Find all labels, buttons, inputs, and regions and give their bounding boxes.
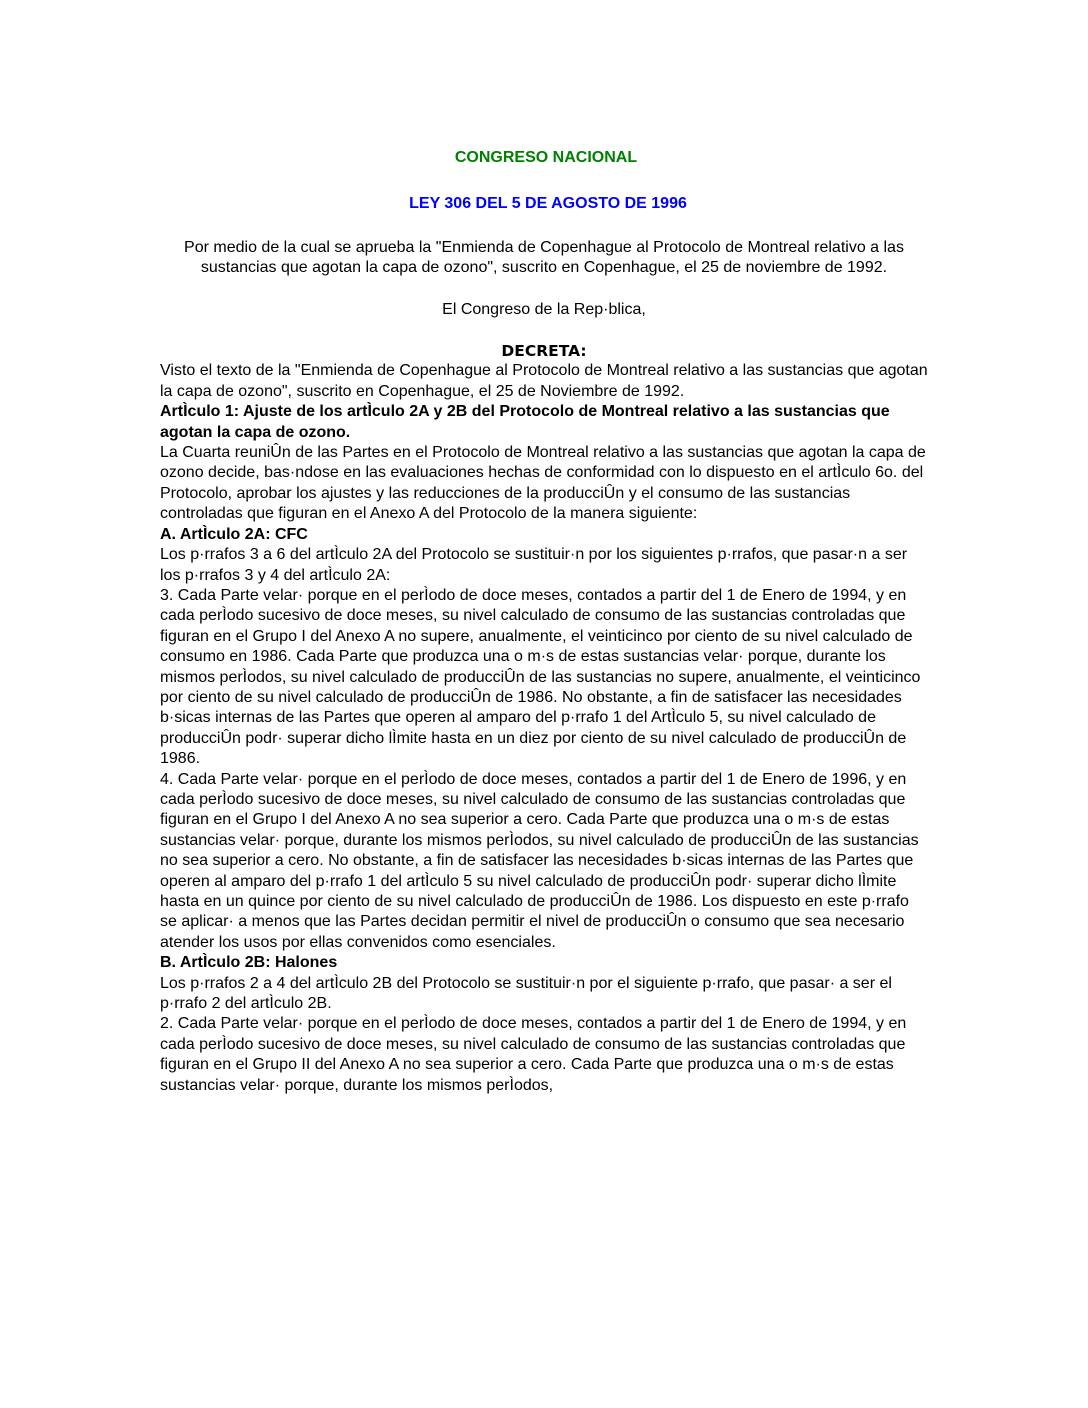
article1-heading: ArtÌculo 1: Ajuste de los artÌculo 2A y 2B del Protocolo de Montreal relativo a las sustancias que agotan la capa de ozono. — [160, 403, 890, 441]
section-a-para3: 3. Cada Parte velar· porque en el perÌodo de doce meses, contados a partir del 1 de Enero de 1994, y en cada perÌodo sucesivo de doce meses, su nivel calculado de consumo de las sustancias controladas que figuran en el Grupo I del Anexo A no supere, anualmente, el veinticinco por ciento de su nivel calculado de consumo en 1986. Cada Parte que produzca una o m·s de estas sustancias velar· porque, durante los mismos perÌodos, su nivel calculado de producciÛn de las sustancias no supere, anualmente, el veinticinco por ciento de su nivel calculado de producciÛn de 1986. No obstante, a fin de satisfacer las necesidades b·sicas internas de las Partes que operen al amparo del p·rrafo 1 del ArtÌculo 5, su nivel calculado de producciÛn podr· superar dicho lÌmite hasta en un diez por ciento de su nivel calculado de producciÛn de 1986. — [160, 586, 921, 768]
law-title: LEY 306 DEL 5 DE AGOSTO DE 1996 — [409, 195, 687, 213]
document-page — [160, 148, 928, 1096]
section-b-intro: Los p·rrafos 2 a 4 del artÌculo 2B del Protocolo se sustituir·n por el siguiente p·rrafo, que pasar· a ser el p·rrafo 2 del artÌculo 2B. — [160, 974, 892, 1013]
section-a-para4: 4. Cada Parte velar· porque en el perÌodo de doce meses, contados a partir del 1 de Enero de 1996, y en cada perÌodo sucesivo de doce meses, su nivel calculado de consumo de las sustancias controladas que figuran en el Grupo I del Anexo A no sea superior a cero. Cada Parte que produzca una o m·s de estas sustancias velar· porque, durante los mismos perÌodos, su nivel calculado de producciÛn de las sustancias no sea superior a cero. No obstante, a fin de satisfacer las necesidades b·sicas internas de las Partes que operen al amparo del p·rrafo 1 del artÌculo 5 su nivel calculado de producciÛn podr· superar dicho lÌmite hasta en un quince por ciento de su nivel calculado de producciÛn de 1986. Los dispuesto en este p·rrafo se aplicar· a menos que las Partes decidan permitir el nivel de producciÛn o consumo que sea necesario atender los usos por ellas convenidos como esenciales. — [160, 770, 919, 951]
institution-title: CONGRESO NACIONAL — [454, 149, 638, 166]
decreta-label: DECRETA: — [501, 342, 587, 361]
visto-paragraph: Visto el texto de la "Enmienda de Copenhague al Protocolo de Montreal relativo a las sustancias que agotan la capa de ozono", suscrito en Copenhague, el 25 de Noviembre de 1992. — [160, 362, 928, 400]
section-a-heading: A. ArtÌculo 2A: CFC — [160, 525, 308, 543]
section-b-para2: 2. Cada Parte velar· porque en el perÌodo de doce meses, contados a partir del 1 de Enero de 1994, y en cada perÌodo sucesivo de doce meses, su nivel calculado de consumo de las sustancias controladas que figuran en el Grupo II del Anexo A no sea superior a cero. Cada Parte que produzca una o m·s de estas sustancias velar· porque, durante los mismos perÌodos, — [160, 1015, 907, 1094]
section-b-heading: B. ArtÌculo 2B: Halones — [160, 954, 338, 972]
congress-line: El Congreso de la Rep·blica, — [442, 300, 646, 318]
section-a-intro: Los p·rrafos 3 a 6 del artÌculo 2A del Protocolo se sustituir·n por los siguientes p·rrafos, que pasar·n a ser los p·rrafos 3 y 4 del artÌculo 2A: — [160, 546, 908, 584]
intro-paragraph: Por medio de la cual se aprueba la "Enmienda de Copenhague al Protocolo de Montreal relativo a las sustancias que agotan la capa de ozono", suscrito en Copenhague, el 25 de noviembre de 1992. — [184, 238, 904, 277]
article1-body: La Cuarta reuniÛn de las Partes en el Protocolo de Montreal relativo a las sustancias que agotan la capa de ozono decide, bas·ndose en las evaluaciones hechas de conformidad con lo dispuesto en el artÌculo 6o. del Protocolo, aprobar los ajustes y las reducciones de la producciÛn y el consumo de las sustancias controladas que figuran en el Anexo A del Protocolo de la manera siguiente: — [160, 444, 926, 523]
